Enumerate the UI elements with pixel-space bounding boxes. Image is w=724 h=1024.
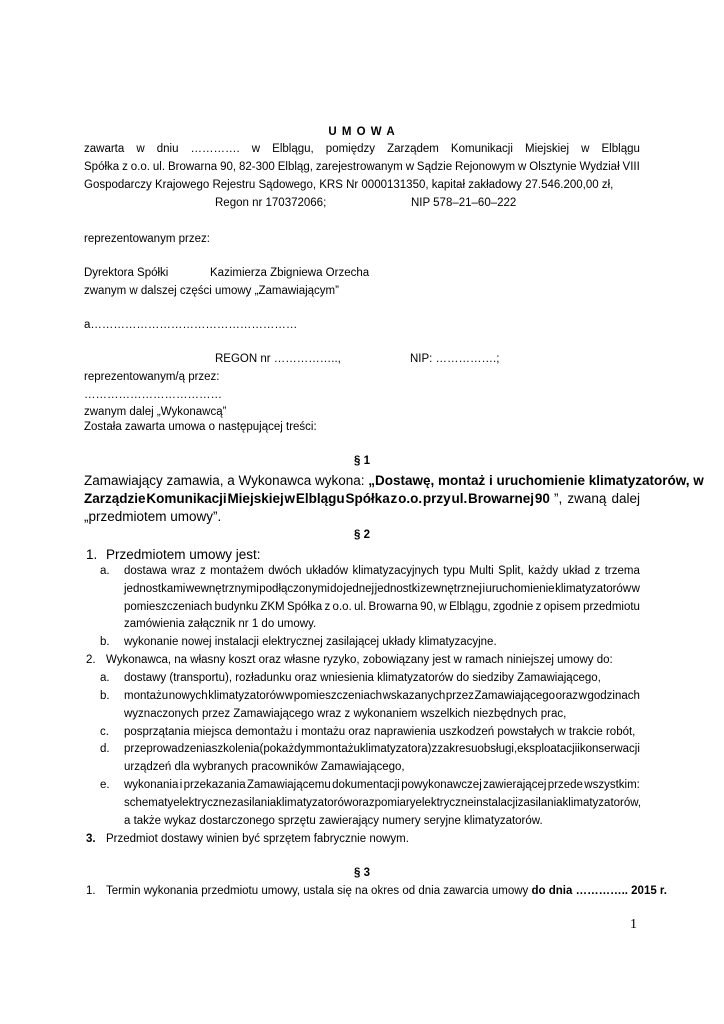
word: Rejonowym: [455, 161, 516, 173]
word: oraz: [352, 797, 375, 809]
word: Miejskiej: [524, 143, 570, 155]
s2-p3-number: 3.: [86, 833, 96, 845]
word: ul.: [354, 601, 367, 613]
contractor-represented: reprezentowanym/ą przez:: [84, 371, 220, 383]
s2-2d-line-1: [124, 742, 640, 756]
s2-2b-line-2: wyznaczonych przez Zamawiającego wraz z wykonaniem wszelkich niezbędnych prac,: [124, 708, 567, 720]
word: eksploatacji: [517, 743, 578, 755]
intro-line-2: [84, 160, 640, 174]
s2-a-line-1: [124, 564, 640, 578]
word: z: [390, 491, 398, 506]
word: ul.: [152, 161, 166, 173]
word: dokumentacji: [332, 779, 400, 791]
word: ”,: [554, 491, 563, 506]
word: Elblągu: [295, 491, 345, 506]
word: VIII: [622, 161, 640, 173]
word: przez: [445, 690, 474, 702]
s3-p1-text: [106, 884, 667, 898]
word: Sądzie: [416, 161, 453, 173]
section-1-line-3: „przedmiotem umowy”.: [84, 509, 222, 524]
word: zasilania: [231, 797, 277, 809]
word: przede: [547, 779, 583, 791]
word: trzema: [604, 565, 640, 577]
word: o.o.: [398, 491, 423, 506]
contractor-nip: NIP: …………….;: [410, 353, 500, 365]
word: z: [122, 161, 128, 173]
word: godzinach: [587, 690, 640, 702]
word: ………….: [190, 143, 240, 155]
word: schematy: [124, 797, 174, 809]
word: zewnętrznej: [420, 583, 482, 595]
word: elektryczne: [415, 797, 474, 809]
word: układ: [562, 565, 591, 577]
s2-2d-marker: d.: [100, 743, 110, 755]
word: i: [577, 743, 580, 755]
section-1-line-1: [84, 472, 704, 489]
s2-a-marker: a.: [100, 565, 110, 577]
section-1-line-2-tail: [554, 490, 640, 507]
s2-2e-marker: e.: [100, 779, 110, 791]
s2-2a-marker: a.: [100, 672, 110, 684]
word: zawierającej: [483, 779, 547, 791]
s2-2c-text: posprzątania miejsca demontażu i montażu oraz naprawienia uszkodzeń powstałych w trakcie robót,: [124, 726, 636, 738]
word: i: [482, 583, 485, 595]
intro-line-3: Gospodarczy Krajowego Rejestru Sądowego, KRS Nr 0000131350, kapitał zakładowy 27.546.200,00 zł,: [84, 179, 614, 191]
word: montażu: [315, 743, 360, 755]
represented-by: reprezentowanym przez:: [84, 233, 210, 245]
word: wykonania: [124, 779, 179, 791]
word: zwaną: [567, 491, 607, 506]
word: i: [179, 779, 183, 791]
s2-2e-line-2: [124, 796, 640, 810]
s2-2e-line-1: [124, 778, 640, 792]
director-role: Dyrektora Spółki: [84, 267, 169, 279]
word: z: [535, 601, 542, 613]
word: klimatyzatorów: [208, 690, 285, 702]
word: dostawa: [124, 565, 167, 577]
word: dalej: [611, 491, 640, 506]
word: pomieszczeniach: [293, 690, 383, 702]
word: nowych: [168, 690, 208, 702]
word: montażem: [210, 565, 264, 577]
word: Wydział: [579, 161, 620, 173]
word: układów: [305, 565, 349, 577]
word: zgodnie: [492, 601, 534, 613]
word: przy: [422, 491, 451, 506]
s2-a-line-3: [124, 600, 640, 614]
word: przeprowadzenia: [124, 743, 212, 755]
word: klimatyzatora): [359, 743, 432, 755]
word: uruchomienie: [485, 583, 555, 595]
word: pomiędzy: [325, 143, 376, 155]
word: wskazanych: [382, 690, 446, 702]
word: zasilania: [517, 797, 563, 809]
word: wraz: [171, 565, 196, 577]
page-number: 1: [630, 917, 637, 932]
word: konserwacji: [579, 743, 640, 755]
word: dwóch: [268, 565, 302, 577]
word: pomieszczeniach: [124, 601, 213, 613]
word: wewnętrznymi: [185, 583, 259, 595]
s2-2b-line-1: [124, 689, 640, 703]
word: pomiary: [374, 797, 416, 809]
word: opisem: [543, 601, 581, 613]
word: Zamawiającemu: [247, 779, 331, 791]
section-2-heading: § 2: [354, 529, 370, 541]
contractor-name-field: a………………………………………………: [84, 319, 298, 331]
word: o.o.: [332, 601, 352, 613]
word: Elbląg,: [277, 161, 313, 173]
word: zarejestrowanym: [315, 161, 403, 173]
section-3-heading: § 3: [354, 867, 370, 879]
word: o.o.: [130, 161, 150, 173]
word: Browarna: [167, 161, 218, 173]
word: Browarnej: [468, 491, 535, 506]
word: obsługi,: [477, 743, 518, 755]
s2-p2-number: 2.: [86, 654, 96, 666]
word: Komunikacji: [146, 491, 227, 506]
word: Split,: [498, 565, 524, 577]
word: Browarna: [368, 601, 418, 613]
word: Elblągu: [601, 143, 640, 155]
word: każdy: [528, 565, 559, 577]
word: instalacji: [473, 797, 518, 809]
word: zawarta: [84, 143, 125, 155]
word: klimatyzacyjnych: [352, 565, 439, 577]
word: 82-300: [239, 161, 275, 173]
word: dniu: [156, 143, 179, 155]
word: do: [330, 583, 343, 595]
contract-subject-title-cont: [84, 490, 550, 507]
s2-p1-number: 1.: [86, 547, 98, 562]
nip-number: NIP 578–21–60–222: [411, 197, 517, 209]
word: w: [136, 143, 145, 155]
word: Spółka: [84, 161, 120, 173]
word: Spółka: [286, 601, 323, 613]
word: Spółka: [345, 491, 390, 506]
word: powykonawczej: [401, 779, 482, 791]
word: w: [631, 583, 640, 595]
s2-b-marker: b.: [100, 636, 110, 648]
word: Elblągu,: [272, 143, 314, 155]
word: Zarządzie: [84, 491, 146, 506]
s2-p3-text: Przedmiot dostawy winien być sprzętem fabrycznie nowym.: [106, 833, 409, 845]
s2-2a-text: dostawy (transportu), rozładunku oraz wniesienia klimatyzatorów do siedziby Zamawiającego,: [124, 672, 601, 684]
s3-p1-number: 1.: [86, 885, 96, 897]
s2-a-line-4: zamówienia załącznik nr 1 do umowy.: [124, 618, 317, 630]
word: szkolenia: [211, 743, 260, 755]
word: klimatyzatorów: [276, 797, 353, 809]
s2-2d-line-2: urządzeń dla wybranych pracowników Zamawiającego,: [124, 761, 405, 773]
word: Zamawiającego: [474, 690, 556, 702]
word: w: [438, 601, 447, 613]
word: jednej: [343, 583, 375, 595]
word: Olsztynie: [529, 161, 577, 173]
s2-p1-text: Przedmiotem umowy jest:: [106, 547, 261, 562]
word: z: [324, 601, 331, 613]
concluded-statement: Została zawarta umowa o następującej treści:: [84, 421, 317, 433]
deadline-date: do dnia ………….. 2015 r.: [531, 885, 667, 897]
word: Multi: [469, 565, 494, 577]
word: w: [284, 690, 294, 702]
word: elektryczne: [173, 797, 232, 809]
s2-2b-marker: b.: [100, 690, 110, 702]
word: zakresu: [437, 743, 478, 755]
word: w: [578, 690, 587, 702]
word: każdym: [276, 743, 316, 755]
document-title: U M O W A: [328, 126, 396, 138]
word: klimatyzatorów,: [562, 797, 642, 809]
word: z: [199, 565, 206, 577]
word: typu: [443, 565, 465, 577]
word: Zarządem: [387, 143, 439, 155]
word: w: [284, 491, 296, 506]
word: przekazania: [183, 779, 246, 791]
word: przedmiotu: [583, 601, 640, 613]
s2-2c-marker: c.: [100, 726, 109, 738]
section-1-heading: § 1: [354, 455, 370, 467]
word: w: [251, 143, 261, 155]
word: klimatyzatorów: [555, 583, 632, 595]
regon-number: Regon nr 170372066;: [215, 197, 327, 209]
ordering-party-note: zwanym w dalszej części umowy „Zamawiającym”: [84, 285, 339, 297]
s2-b-text: wykonanie nowej instalacji elektrycznej zasilającej układy klimatyzacyjne.: [124, 636, 497, 648]
word: wszystkim:: [584, 779, 640, 791]
word: oraz: [555, 690, 579, 702]
contractor-regon: REGON nr ……………..,: [215, 353, 341, 365]
s2-p2-text: Wykonawca, na własny koszt oraz własne ryzyko, zobowiązany jest w ramach niniejszej umowy do:: [106, 654, 613, 666]
word: w: [405, 161, 414, 173]
word: (po: [259, 743, 277, 755]
section-1-line-1-text: Zamawiający zamawia, a Wykonawca wykona:: [84, 473, 369, 488]
word: ZKM: [260, 601, 285, 613]
word: 90,: [220, 161, 237, 173]
word: jednostki: [374, 583, 421, 595]
contractor-note: zwanym dalej „Wykonawcą”: [84, 406, 227, 418]
word: w: [518, 161, 527, 173]
word: 90: [534, 491, 550, 506]
word: budynku: [214, 601, 259, 613]
word: z: [594, 565, 601, 577]
intro-line-1: [84, 142, 640, 156]
word: 90,: [420, 601, 437, 613]
s2-a-line-2: [124, 582, 640, 596]
word: Miejskiej: [227, 491, 284, 506]
word: ul.: [451, 491, 468, 506]
word: Komunikacji: [450, 143, 513, 155]
s3-p1-text-normal: Termin wykonania przedmiotu umowy, ustala się na okres od dnia zawarcia umowy: [106, 885, 532, 897]
word: jednostkami: [124, 583, 186, 595]
word: z: [431, 743, 438, 755]
s2-2e-line-3: a także wykaz dostarczonego sprzętu zawierający numery seryjne klimatyzatorów.: [124, 815, 543, 827]
contract-subject-title: „Dostawę, montaż i uruchomienie klimatyzatorów, w: [368, 473, 704, 488]
word: podłączonymi: [259, 583, 330, 595]
director-name: Kazimierza Zbigniewa Orzecha: [210, 267, 370, 279]
word: w: [581, 143, 590, 155]
word: montażu: [124, 690, 169, 702]
word: Elblągu,: [449, 601, 491, 613]
section-1-line-2: [84, 490, 640, 507]
contractor-representative-field: ………………………………: [84, 389, 222, 401]
